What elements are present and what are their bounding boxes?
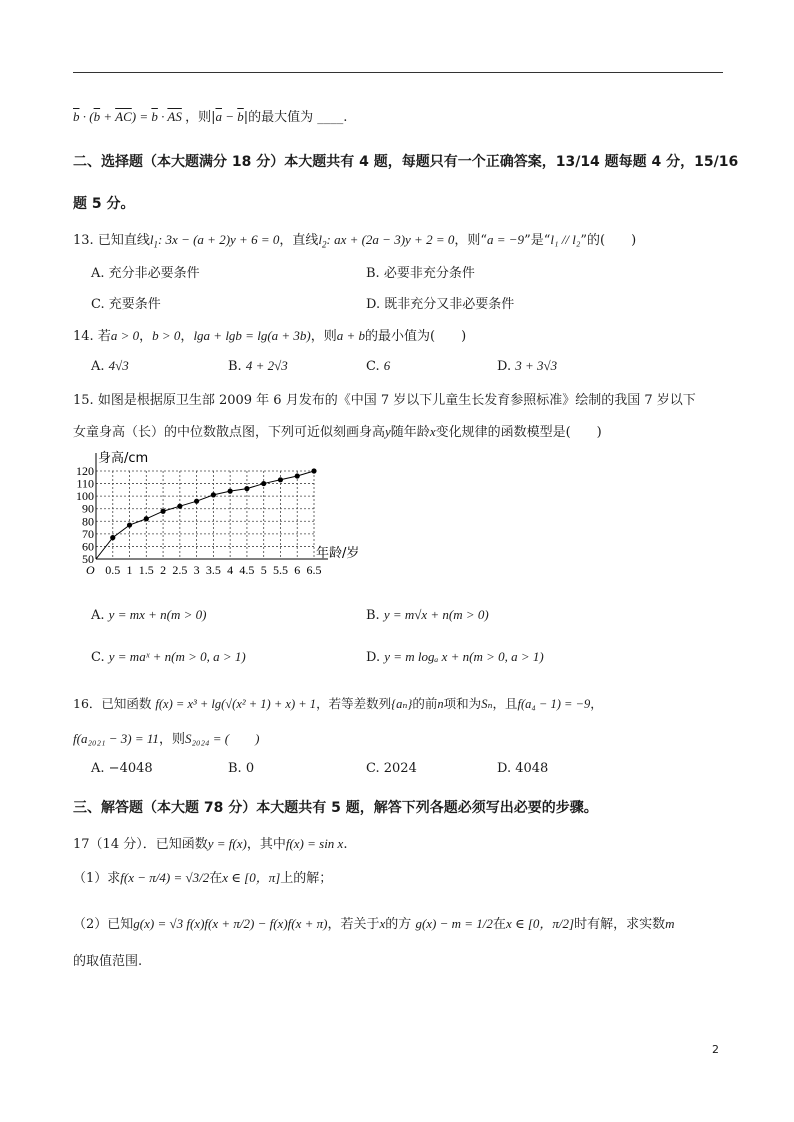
y-tick-label: 80 xyxy=(82,514,94,529)
q15-option-d: D. y = m logₐ x + n(m > 0, a > 1) xyxy=(366,649,544,665)
q16-stem-line1: 16．已知函数 f(x) = x³ + lg(√(x² + 1) + x) + 1，若等差数列{aₙ}的前n项和为Sₙ，且f(a₄ − 1) = −9， xyxy=(73,696,603,711)
q16-stem-line2: f(a₂₀₂₁ − 3) = 11，则S₂₀₂₄ = ( ) xyxy=(73,731,260,747)
section2-title-line2: 题 5 分。 xyxy=(73,196,135,212)
q13-eq2: : ax + (2a − 3)y + 2 = 0 xyxy=(326,232,455,247)
y-tick-label: 120 xyxy=(76,464,94,478)
origin-label: O xyxy=(86,563,95,577)
q12-text2: |的最大值为 xyxy=(243,110,314,125)
data-point xyxy=(144,516,149,521)
q13-l1: $l_1$ xyxy=(149,232,158,250)
height-scatter-chart xyxy=(70,447,390,587)
q15-option-a: A. y = mx + n(m > 0) xyxy=(91,607,207,623)
q17-stem: 17（14 分）．已知函数y = f(x)，其中f(x) = sin x. xyxy=(73,836,348,852)
x-tick-label: 3.5 xyxy=(205,563,221,577)
q16-option-b: B. 0 xyxy=(228,761,255,776)
q17-part2: （2）已知g(x) = √3 f(x)f(x + π/2) − f(x)f(x + π)，若关于x的方 g(x) − m = 1/2在x ∈ [0，π/2]时有解，求实数m xyxy=(73,916,675,932)
x-axis-label: 年龄/岁 xyxy=(316,546,360,561)
x-tick-label: 3 xyxy=(193,563,200,577)
data-point xyxy=(244,486,249,491)
q17-part2-end: 的取值范围. xyxy=(73,954,143,969)
y-tick-label: 60 xyxy=(82,539,94,554)
y-tick-label: 90 xyxy=(82,501,94,516)
q14-num: 14. xyxy=(73,329,94,344)
x-tick-label: 2 xyxy=(160,563,167,577)
q13-text: ”的( ) xyxy=(580,233,637,248)
q14-stem: 14. 若a > 0，b > 0，lga + lgb = lg(a + 3b)，则a + b的最小值为( ) xyxy=(73,328,467,344)
q16-option-a: A. −4048 xyxy=(91,761,153,776)
q15-stem-line2: 女童身高（长）的中位数散点图，下列可近似刻画身高y随年龄x变化规律的函数模型是( ) xyxy=(73,424,602,440)
q17-part1: （1）求f(x − π/4) = √3/2在x ∈ [0，π]上的解； xyxy=(73,870,333,886)
q13-option-a: A. 充分非必要条件 xyxy=(91,266,200,281)
q13-cond: a = −9 xyxy=(487,232,525,247)
x-tick-label: 1 xyxy=(126,563,133,577)
y-tick-label: 70 xyxy=(82,526,94,541)
q13-option-c: C. 充要条件 xyxy=(91,297,161,312)
q14-option-b: B. 4 + 2√3 xyxy=(228,358,288,374)
q16-option-c: C. 2024 xyxy=(366,761,417,776)
q13-text: ”是“ xyxy=(524,233,551,248)
data-point xyxy=(211,492,216,497)
x-tick-label: 6 xyxy=(294,563,301,577)
y-tick-label: 50 xyxy=(82,552,94,566)
data-point xyxy=(311,468,316,473)
y-axis-label: 身高/cm xyxy=(98,451,149,466)
section3-title: 三、解答题（本大题 78 分）本大题共有 5 题，解答下列各题必须写出必要的步骤。 xyxy=(73,800,598,816)
header-rule xyxy=(73,72,723,73)
q13-option-d: D. 既非充分又非必要条件 xyxy=(366,297,515,312)
x-tick-label: 6.5 xyxy=(306,563,322,577)
x-tick-label: 2.5 xyxy=(172,563,188,577)
q13-parallel: l₁ // l₂ xyxy=(550,232,581,247)
q12-text: ，则| xyxy=(185,110,216,125)
q14-option-c: C. 6 xyxy=(366,358,391,374)
data-point xyxy=(127,522,132,527)
x-tick-label: 4.5 xyxy=(239,563,255,577)
q12-blank: ____. xyxy=(317,110,348,125)
q13-eq1: : 3x − (a + 2)y + 6 = 0 xyxy=(157,232,280,247)
q14-option-d: D. 3 + 3√3 xyxy=(497,358,558,374)
q15-option-c: C. y = maˣ + n(m > 0, a > 1) xyxy=(91,649,246,665)
q13-l2: $l_2$ xyxy=(318,232,327,250)
x-tick-label: 1.5 xyxy=(138,563,154,577)
q13-stem xyxy=(73,229,636,250)
data-point xyxy=(194,499,199,504)
q15-stem-line1: 15. 如图是根据原卫生部 2009 年 6 月发布的《中国 7 岁以下儿童生长发育参照标准》绘制的我国 7 岁以下 xyxy=(73,393,696,408)
data-point xyxy=(278,477,283,482)
q16-option-d: D. 4048 xyxy=(497,761,549,776)
q12-tail xyxy=(73,106,347,125)
q13-text: 已知直线 xyxy=(97,233,150,248)
data-point xyxy=(160,509,165,514)
data-point xyxy=(228,489,233,494)
q14-option-a: A. 4√3 xyxy=(91,358,129,374)
data-point xyxy=(261,481,266,486)
q15-option-b: B. y = m√x + n(m > 0) xyxy=(366,607,489,623)
q12-expr2: $\overline{a} - \overline{b}$ xyxy=(215,109,244,124)
q13-num: 13. xyxy=(73,233,94,248)
q13-option-b: B. 必要非充分条件 xyxy=(366,266,475,281)
x-tick-label: 0.5 xyxy=(105,563,121,577)
q12-expr: $\overline{b} \cdot (\overline{b} + \overline{AC}) = \overline{b} \cdot \overline{AS}$ xyxy=(73,109,182,124)
section2-title-line1: 二、选择题（本大题满分 18 分）本大题共有 4 题，每题只有一个正确答案，13/14 题每题 4 分，15/16 xyxy=(73,154,739,170)
data-point xyxy=(295,473,300,478)
x-tick-label: 5.5 xyxy=(272,563,288,577)
page-number: 2 xyxy=(712,1043,719,1056)
data-point xyxy=(110,535,115,540)
y-tick-label: 110 xyxy=(76,476,94,491)
data-point xyxy=(177,504,182,509)
x-tick-label: 4 xyxy=(227,563,234,577)
q13-text: ，直线 xyxy=(279,233,319,248)
q13-text: ，则“ xyxy=(454,233,488,248)
y-tick-label: 100 xyxy=(76,489,94,504)
x-tick-label: 5 xyxy=(260,563,267,577)
data-series-line xyxy=(96,471,314,559)
